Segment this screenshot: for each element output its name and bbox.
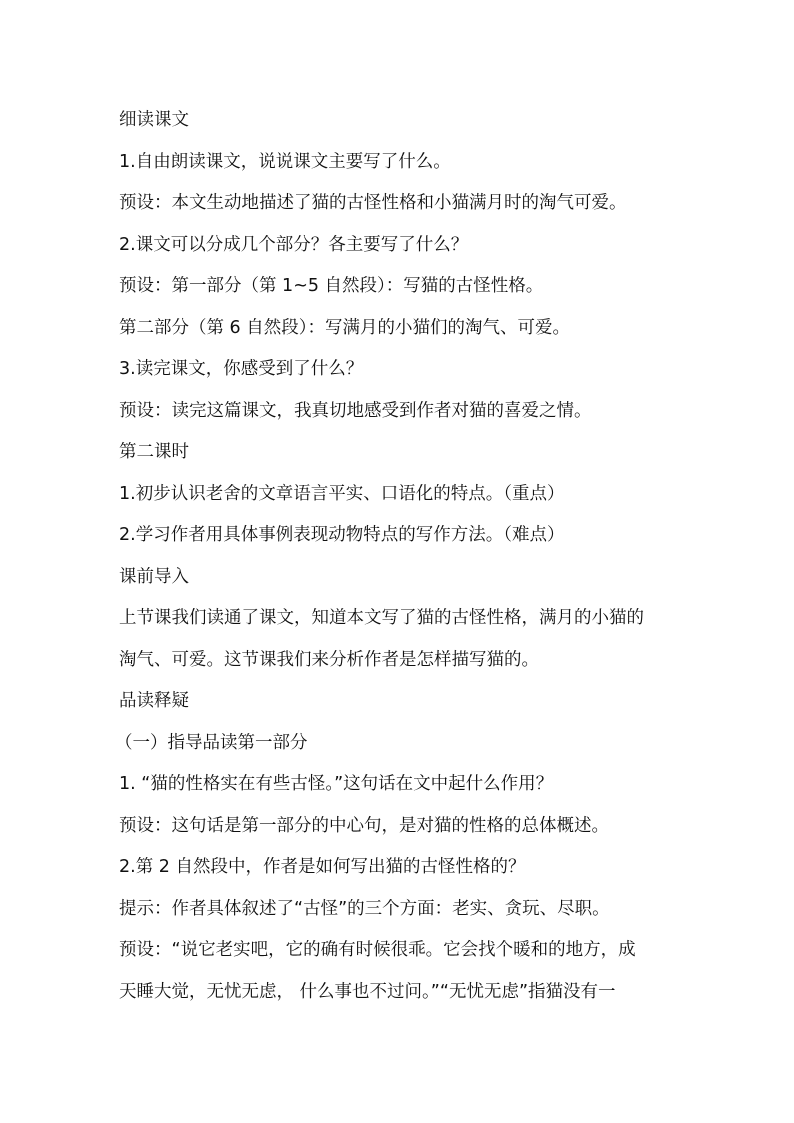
document-body	[115, 100, 689, 1013]
analysis-hint-2: 提示：作者具体叙述了“古怪”的三个方面：老实、贪玩、尽职。	[119, 898, 610, 919]
analysis-answer-1: 预设：这句话是第一部分的中心句，是对猫的性格的总体概述。	[119, 815, 609, 836]
answer-2-part-1: 预设：第一部分（第 1~5 自然段）：写猫的古怪性格。	[119, 276, 544, 296]
subsection-heading-part-1: （一）指导品读第一部分	[115, 732, 308, 753]
introduction-paragraph-line-2: 淘气、可爱。这节课我们来分析作者是怎样描写猫的。	[119, 649, 539, 670]
section-heading-reading-analysis: 品读释疑	[119, 691, 189, 711]
introduction-paragraph-line-1: 上节课我们读通了课文，知道本文写了猫的古怪性格，满月的小猫的	[119, 608, 644, 628]
section-heading-close-reading: 细读课文	[119, 110, 189, 130]
section-heading-second-lesson: 第二课时	[119, 442, 189, 462]
answer-2-part-2: 第二部分（第 6 自然段）：写满月的小猫们的淘气、可爱。	[119, 317, 571, 338]
objective-1: 1.初步认识老舍的文章语言平实、口语化的特点。（重点）	[119, 483, 565, 504]
objective-2: 2.学习作者用具体事例表现动物特点的写作方法。（难点）	[119, 525, 565, 545]
analysis-question-1: 1. “猫的性格实在有些古怪。”这句话在文中起什么作用？	[119, 774, 554, 794]
analysis-answer-2-line-2: 天睡大觉，无忧无虑， 什么事也不过问。”“无忧无虑”指猫没有一	[119, 981, 616, 1002]
question-3: 3.读完课文，你感受到了什么？	[119, 359, 364, 379]
analysis-question-2: 2.第 2 自然段中，作者是如何写出猫的古怪性格的？	[119, 857, 526, 877]
answer-3: 预设：读完这篇课文，我真切地感受到作者对猫的喜爱之情。	[119, 400, 592, 421]
section-heading-introduction: 课前导入	[119, 566, 189, 587]
question-1: 1.自由朗读课文，说说课文主要写了什么。	[119, 151, 451, 172]
answer-1: 预设：本文生动地描述了猫的古怪性格和小猫满月时的淘气可爱。	[119, 193, 627, 213]
question-2: 2.课文可以分成几个部分？各主要写了什么？	[119, 234, 469, 255]
analysis-answer-2-line-1: 预设：“说它老实吧，它的确有时候很乖。它会找个暖和的地方，成	[119, 940, 636, 960]
